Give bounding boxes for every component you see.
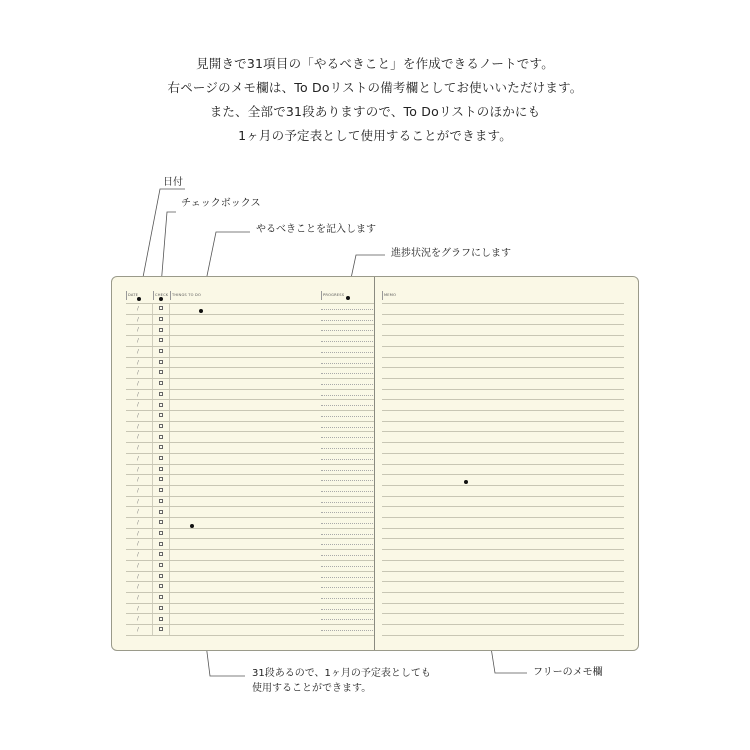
checkbox <box>159 370 163 374</box>
header-tick-check <box>153 291 154 300</box>
checkbox <box>159 617 163 621</box>
progress-track <box>321 437 373 438</box>
row-rule-left <box>126 624 374 625</box>
checkbox <box>159 542 163 546</box>
row-rule-right <box>382 378 624 379</box>
progress-track <box>321 459 373 460</box>
row-rule-left <box>126 560 374 561</box>
date-slash: / <box>137 391 139 398</box>
row-rule-left <box>126 517 374 518</box>
row-rule-right <box>382 581 624 582</box>
row-rule-right <box>382 571 624 572</box>
progress-track <box>321 630 373 631</box>
notebook-spine <box>374 277 375 650</box>
row-rule-left <box>126 410 374 411</box>
date-slash: / <box>137 359 139 366</box>
row-rule-right <box>382 549 624 550</box>
divider-check-things <box>169 303 170 636</box>
date-slash: / <box>137 306 139 312</box>
row-rule-left <box>126 442 374 443</box>
intro-line-2: 右ページのメモ欄は、To Doリストの備考欄としてお使いいただけます。 <box>167 80 583 95</box>
callout-check: チェックボックス <box>181 198 261 209</box>
row-rule-left <box>126 506 374 507</box>
row-rule-left <box>126 549 374 550</box>
row-rule-left <box>126 324 374 325</box>
checkbox <box>159 531 163 535</box>
checkbox <box>159 595 163 599</box>
progress-track <box>321 427 373 428</box>
progress-track <box>321 384 373 385</box>
checkbox <box>159 488 163 492</box>
row-rule-left <box>126 399 374 400</box>
notebook-spread <box>111 276 639 651</box>
progress-track <box>321 502 373 503</box>
progress-track <box>321 491 373 492</box>
date-slash: / <box>137 327 139 334</box>
row-rule-left <box>126 378 374 379</box>
intro-line-3: また、全部で31段ありますので、To Doリストのほかにも <box>209 104 541 119</box>
row-rule-right <box>382 453 624 454</box>
checkbox <box>159 338 163 342</box>
progress-track <box>321 309 373 310</box>
row-rule-left <box>126 538 374 539</box>
date-slash: / <box>137 380 139 387</box>
checkbox <box>159 381 163 385</box>
date-slash: / <box>137 616 139 623</box>
row-rule-left <box>126 389 374 390</box>
row-rule-left <box>126 421 374 422</box>
row-rule-right <box>382 603 624 604</box>
row-rule-left <box>126 485 374 486</box>
row-rule-left <box>126 346 374 347</box>
row-rule-right <box>382 389 624 390</box>
header-tick-memo <box>382 291 383 300</box>
checkbox <box>159 520 163 524</box>
progress-track <box>321 470 373 471</box>
checkbox <box>159 510 163 514</box>
date-slash: / <box>137 573 139 580</box>
header-tick-things <box>170 291 171 300</box>
checkbox <box>159 349 163 353</box>
intro-line-1: 見開きで31項目の「やるべきこと」を作成できるノートです。 <box>196 56 554 71</box>
date-slash: / <box>137 509 139 516</box>
row-rule-left <box>126 464 374 465</box>
header-memo: MEMO <box>384 293 397 297</box>
marker-things <box>199 309 203 313</box>
row-rule-right <box>382 357 624 358</box>
checkbox <box>159 306 163 310</box>
checkbox <box>159 552 163 556</box>
progress-track <box>321 555 373 556</box>
checkbox <box>159 403 163 407</box>
row-rule-right <box>382 506 624 507</box>
row-rule-right <box>382 442 624 443</box>
row-rule-right <box>382 624 624 625</box>
progress-track <box>321 405 373 406</box>
row-rule-left <box>126 581 374 582</box>
row-rule-right <box>382 367 624 368</box>
progress-track <box>321 320 373 321</box>
row-rule-right <box>382 474 624 475</box>
progress-track <box>321 534 373 535</box>
date-slash: / <box>137 423 139 430</box>
row-rule-right <box>382 421 624 422</box>
date-slash: / <box>137 434 139 441</box>
divider-date-check <box>152 303 153 636</box>
checkbox <box>159 435 163 439</box>
row-rule-right <box>382 410 624 411</box>
row-rule-right <box>382 485 624 486</box>
row-rule-right <box>382 496 624 497</box>
row-rule-right <box>382 399 624 400</box>
progress-track <box>321 587 373 588</box>
progress-track <box>321 566 373 567</box>
date-slash: / <box>137 541 139 548</box>
row-rule-left <box>126 635 374 636</box>
row-rule-left <box>126 367 374 368</box>
checkbox <box>159 477 163 481</box>
checkbox <box>159 328 163 332</box>
checkbox <box>159 584 163 588</box>
progress-track <box>321 352 373 353</box>
row-rule-left <box>126 592 374 593</box>
checkbox <box>159 456 163 460</box>
progress-track <box>321 598 373 599</box>
progress-track <box>321 619 373 620</box>
date-slash: / <box>137 348 139 355</box>
checkbox <box>159 317 163 321</box>
row-rule-right <box>382 464 624 465</box>
row-rule-right <box>382 538 624 539</box>
date-slash: / <box>137 627 139 633</box>
header-date: DATE <box>128 293 139 297</box>
checkbox <box>159 627 163 631</box>
date-slash: / <box>137 487 139 494</box>
row-rule-left <box>126 453 374 454</box>
header-tick-progress <box>321 291 322 300</box>
checkbox <box>159 563 163 567</box>
row-rule-top-right <box>382 303 624 304</box>
marker-memo <box>464 480 468 484</box>
date-slash: / <box>137 445 139 452</box>
date-slash: / <box>137 466 139 473</box>
callout-progress: 進捗状況をグラフにします <box>391 248 511 259</box>
row-rule-left <box>126 357 374 358</box>
header-tick-date <box>126 291 127 300</box>
header-check: CHECK <box>155 293 169 297</box>
checkbox <box>159 499 163 503</box>
date-slash: / <box>137 584 139 591</box>
header-progress: PROGRESS <box>323 293 345 297</box>
date-slash: / <box>137 562 139 569</box>
date-slash: / <box>137 316 139 323</box>
checkbox <box>159 467 163 471</box>
date-slash: / <box>137 455 139 462</box>
date-slash: / <box>137 530 139 537</box>
marker-progress <box>346 296 350 300</box>
row-rule-left <box>126 613 374 614</box>
progress-track <box>321 480 373 481</box>
checkbox <box>159 360 163 364</box>
row-rule-right <box>382 560 624 561</box>
date-slash: / <box>137 520 139 526</box>
checkbox <box>159 574 163 578</box>
checkbox <box>159 392 163 396</box>
row-rule-right <box>382 613 624 614</box>
checkbox <box>159 424 163 428</box>
progress-track <box>321 416 373 417</box>
progress-track <box>321 341 373 342</box>
callout-rows-line-2: 使用することができます。 <box>252 683 372 694</box>
callout-memo: フリーのメモ欄 <box>533 667 603 678</box>
date-slash: / <box>137 498 139 505</box>
intro-line-4: 1ヶ月の予定表として使用することができます。 <box>238 128 512 143</box>
progress-track <box>321 512 373 513</box>
date-slash: / <box>137 370 139 377</box>
row-rule-right <box>382 346 624 347</box>
marker-check <box>159 297 163 301</box>
progress-track <box>321 448 373 449</box>
row-rule-left <box>126 571 374 572</box>
date-slash: / <box>137 552 139 559</box>
callout-rows-line-1: 31段あるので、1ヶ月の予定表としても <box>252 668 431 679</box>
checkbox <box>159 445 163 449</box>
progress-track <box>321 544 373 545</box>
row-rule-left <box>126 603 374 604</box>
date-slash: / <box>137 477 139 484</box>
row-rule-right <box>382 592 624 593</box>
row-rule-left <box>126 528 374 529</box>
row-rule-left <box>126 496 374 497</box>
intro-text <box>0 52 750 148</box>
marker-date <box>137 297 141 301</box>
row-rule-right <box>382 335 624 336</box>
row-rule-right <box>382 635 624 636</box>
checkbox <box>159 413 163 417</box>
date-slash: / <box>137 605 139 612</box>
row-rule-left <box>126 474 374 475</box>
progress-track <box>321 363 373 364</box>
date-slash: / <box>137 402 139 409</box>
row-rule-right <box>382 517 624 518</box>
date-slash: / <box>137 413 139 419</box>
progress-track <box>321 395 373 396</box>
callout-date: 日付 <box>163 177 183 188</box>
progress-track <box>321 373 373 374</box>
row-rule-right <box>382 314 624 315</box>
progress-track <box>321 577 373 578</box>
progress-track <box>321 609 373 610</box>
callout-todo: やるべきことを記入します <box>256 224 376 235</box>
row-rule-left <box>126 335 374 336</box>
date-slash: / <box>137 594 139 601</box>
checkbox <box>159 606 163 610</box>
progress-track <box>321 523 373 524</box>
row-rule-top-left <box>126 303 374 304</box>
row-rule-right <box>382 431 624 432</box>
date-slash: / <box>137 338 139 345</box>
row-rule-left <box>126 431 374 432</box>
row-rule-left <box>126 314 374 315</box>
row-rule-right <box>382 324 624 325</box>
header-things-to-do: THINGS TO DO <box>172 293 202 297</box>
progress-track <box>321 330 373 331</box>
row-rule-right <box>382 528 624 529</box>
